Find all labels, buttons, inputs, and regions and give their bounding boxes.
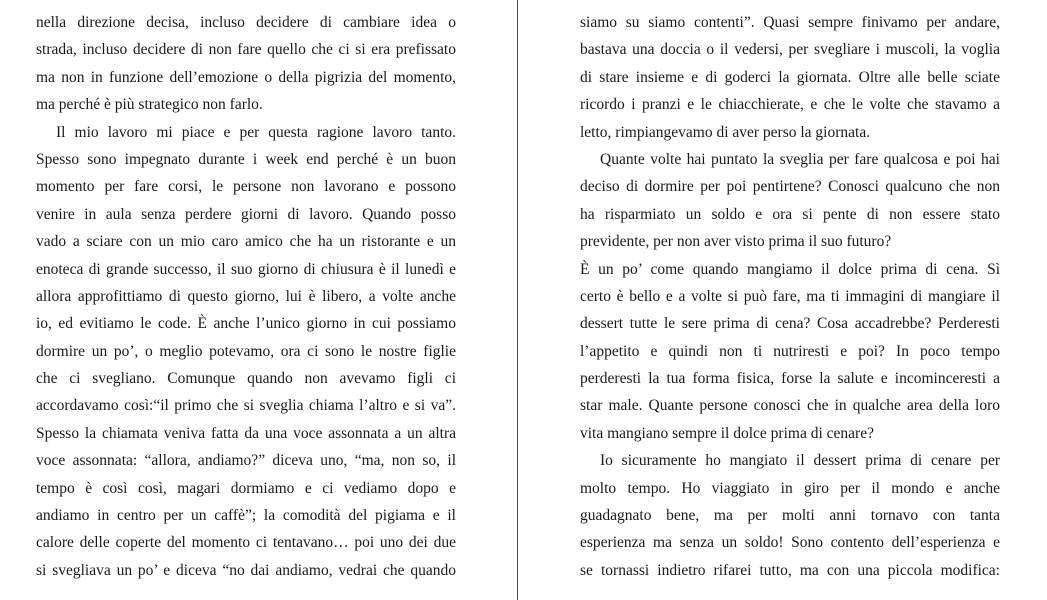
text-line: bastava una doccia o il vedersi, per svegliare i muscoli, la voglia (580, 41, 1000, 59)
text-line: se tornassi indietro rifarei tutto, ma con una piccola modifica: (580, 561, 1000, 579)
text-line: siamo su siamo contenti”. Quasi sempre finivamo per andare, (580, 14, 1000, 31)
text-line: tempo è così così, magari dormiamo e ci vediamo dopo e (36, 479, 456, 497)
text-line: dormire un po’, o meglio potevamo, ora ci sono le nostre figlie (36, 342, 456, 360)
left-page (36, 9, 456, 584)
text-line: Io sicuramente ho mangiato il dessert prima di cenare per (600, 452, 1000, 470)
text-line: enoteca di grande successo, il suo giorno di chiusura è il lunedì e (36, 260, 456, 278)
text-line: di stare insieme e di goderci la giornata. Oltre alle belle sciate (580, 68, 1000, 86)
paragraph (580, 146, 1000, 256)
text-line: voce assonnata: “allora, andiamo?” diceva uno, “ma, non so, il (36, 452, 456, 470)
text-line: io, ed evitiamo le code. È anche l’unico giorno in cui possiamo (36, 315, 456, 333)
text-line: previdente, per non aver visto prima il suo futuro? (580, 233, 892, 251)
paragraph (36, 9, 456, 119)
text-line: momento per fare corsi, le persone non lavorano e possono (36, 178, 456, 196)
paragraph (36, 119, 456, 585)
text-line: deciso di dormire per poi pentirtene? Conosci qualcuno che non (580, 178, 1000, 196)
text-line: andiamo in centro per un caffè”; la comodità del pigiama e il (36, 507, 456, 525)
page-divider (517, 0, 518, 600)
text-line: Spesso sono impegnato durante i week end perché è un buon (36, 150, 456, 168)
text-line: calore delle coperte del momento ci tentavano… poi uno dei due (36, 534, 456, 552)
text-line: letto, rimpiangevamo di aver perso la giornata. (580, 123, 871, 141)
text-line: guadagnato bene, ma per molti anni tornavo con tanta (580, 507, 1000, 525)
text-line: che ci svegliano. Comunque quando non avevamo figli ci (36, 370, 456, 388)
text-line: ricordo i pranzi e le chiacchierate, e che le volte che stavamo a (580, 96, 1000, 114)
text-line: esperienza ma senza un soldo! Sono contento dell’esperienza e (580, 534, 1000, 552)
right-page (580, 9, 1000, 584)
text-line: Quante volte hai puntato la sveglia per fare qualcosa e poi hai (600, 150, 1000, 168)
paragraph (580, 9, 1000, 146)
text-line: È un po’ come quando mangiamo il dolce prima di cena. Sì (580, 260, 1000, 278)
text-line: strada, incluso decidere di non fare quello che ci si era prefissato (36, 41, 456, 59)
text-line: ma perché è più strategico non farlo. (36, 96, 263, 114)
text-line: perderesti la tua forma fisica, forse la salute e incominceresti a (580, 370, 1000, 388)
text-line: allora approfittiamo di questo giorno, lui è libero, a volte anche (36, 287, 456, 305)
text-line: venire in aula senza perdere giorni di lavoro. Quando posso (36, 205, 456, 223)
text-line: molto tempo. Ho viaggiato in giro per il mondo e anche (580, 479, 1000, 497)
text-line: accordavamo così:“il primo che si sveglia chiama l’altro e si va”. (36, 397, 456, 415)
paragraph (580, 447, 1000, 584)
text-line: nella direzione decisa, incluso decidere di cambiare idea o (36, 14, 456, 31)
text-line: vita mangiano sempre il dolce prima di cenare? (580, 424, 874, 442)
text-line: ma non in funzione dell’emozione o della pigrizia del momento, (36, 68, 456, 86)
text-line: dessert tutte le sere prima di cena? Cosa accadrebbe? Perderesti (580, 315, 1000, 333)
text-line: Spesso la chiamata veniva fatta da una voce assonnata a un altra (36, 424, 456, 442)
text-line: certo è bello e a volte si può fare, ma ti immagini di mangiare il (580, 287, 1000, 305)
text-line: Il mio lavoro mi piace e per questa ragione lavoro tanto. (56, 123, 456, 141)
text-line: l’appetito e quindi non ti nutriresti e poi? In poco tempo (580, 342, 1000, 360)
text-line: vado a sciare con un mio caro amico che ha un ristorante e un (36, 233, 456, 251)
text-line: si svegliava un po’ e diceva “no dai andiamo, vedrai che quando (36, 561, 456, 579)
text-line: ha risparmiato un soldo e ora si pente di non essere stato (580, 205, 1000, 223)
paragraph (580, 256, 1000, 448)
text-line: star male. Quante persone conosci che in qualche area della loro (580, 397, 1000, 415)
